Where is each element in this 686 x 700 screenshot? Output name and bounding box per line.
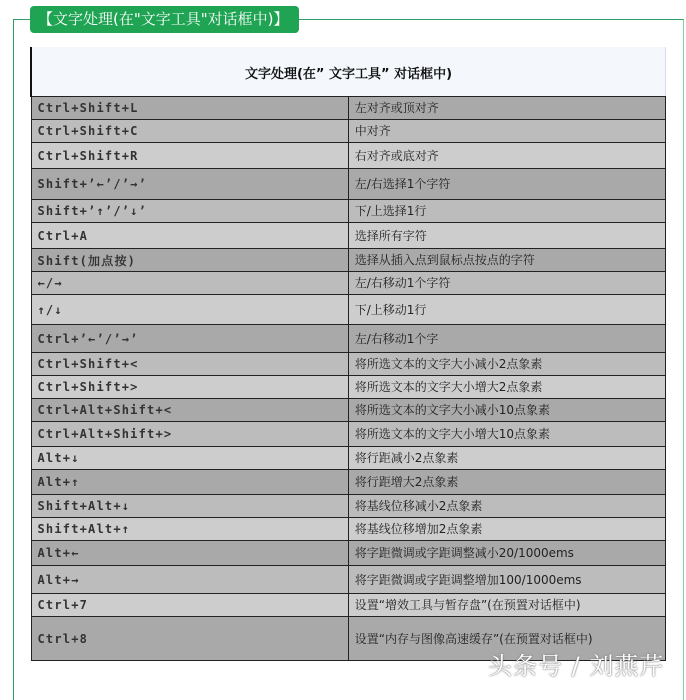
shortcut-description: 将基线位移增加2点象素 bbox=[348, 518, 665, 541]
table-body bbox=[31, 97, 666, 661]
shortcut-description: 设置“增效工具与暂存盘”(在预置对话框中) bbox=[348, 594, 665, 617]
table-row bbox=[31, 295, 666, 325]
shortcut-key: Shift(加点按) bbox=[31, 249, 348, 272]
shortcut-description: 将所选文本的文字大小减小10点象素 bbox=[348, 399, 665, 422]
shortcut-key: Shift+’↑’/’↓’ bbox=[31, 200, 348, 223]
shortcut-description: 将字距微调或字距调整增加100/1000ems bbox=[348, 566, 665, 594]
shortcut-key: Alt+← bbox=[31, 541, 348, 566]
shortcut-description: 选择从插入点到鼠标点按点的字符 bbox=[348, 249, 665, 272]
shortcut-description: 左/右移动1个字符 bbox=[348, 272, 665, 295]
table-row bbox=[31, 97, 666, 120]
shortcut-key: Ctrl+7 bbox=[31, 594, 348, 617]
table-row bbox=[31, 325, 666, 353]
shortcut-key: Ctrl+Shift+L bbox=[31, 97, 348, 120]
shortcut-description: 将所选文本的文字大小增大10点象素 bbox=[348, 422, 665, 447]
table-row bbox=[31, 447, 666, 470]
shortcut-key: Ctrl+Shift+< bbox=[31, 353, 348, 376]
table-row bbox=[31, 200, 666, 223]
shortcut-description: 左对齐或顶对齐 bbox=[348, 97, 665, 120]
table-row bbox=[31, 495, 666, 518]
shortcut-key: ↑/↓ bbox=[31, 295, 348, 325]
table-row bbox=[31, 518, 666, 541]
table-row bbox=[31, 143, 666, 169]
table-header: 文字处理(在” 文字工具” 对话框中) bbox=[31, 47, 666, 97]
table-row bbox=[31, 470, 666, 495]
section-title: 【文字处理(在"文字工具"对话框中)】 bbox=[30, 6, 299, 33]
table-row bbox=[31, 566, 666, 594]
shortcut-description: 选择所有字符 bbox=[348, 223, 665, 249]
shortcut-key: Ctrl+A bbox=[31, 223, 348, 249]
shortcut-key: Alt+↓ bbox=[31, 447, 348, 470]
shortcut-description: 设置“内存与图像高速缓存”(在预置对话框中) bbox=[348, 617, 665, 661]
table-row bbox=[31, 399, 666, 422]
shortcut-key: Shift+Alt+↑ bbox=[31, 518, 348, 541]
shortcut-key: Ctrl+Shift+C bbox=[31, 120, 348, 143]
shortcut-key: Ctrl+8 bbox=[31, 617, 348, 661]
shortcut-key: Shift+’←’/’→’ bbox=[31, 169, 348, 200]
shortcut-description: 将行距减小2点象素 bbox=[348, 447, 665, 470]
table-row bbox=[31, 594, 666, 617]
table-row bbox=[31, 169, 666, 200]
table-row bbox=[31, 223, 666, 249]
shortcut-description: 下/上移动1行 bbox=[348, 295, 665, 325]
shortcut-description: 左/右移动1个字 bbox=[348, 325, 665, 353]
shortcut-key: Ctrl+Alt+Shift+< bbox=[31, 399, 348, 422]
table-row bbox=[31, 249, 666, 272]
shortcut-key: Ctrl+Shift+> bbox=[31, 376, 348, 399]
shortcut-description: 左/右选择1个字符 bbox=[348, 169, 665, 200]
table-row bbox=[31, 541, 666, 566]
table-row bbox=[31, 272, 666, 295]
table-row bbox=[31, 120, 666, 143]
shortcut-table-container bbox=[30, 47, 666, 661]
shortcut-key: Ctrl+Alt+Shift+> bbox=[31, 422, 348, 447]
table-row bbox=[31, 422, 666, 447]
shortcut-table bbox=[30, 47, 666, 661]
shortcut-description: 右对齐或底对齐 bbox=[348, 143, 665, 169]
shortcut-description: 将基线位移减小2点象素 bbox=[348, 495, 665, 518]
shortcut-key: Ctrl+Shift+R bbox=[31, 143, 348, 169]
shortcut-description: 将所选文本的文字大小减小2点象素 bbox=[348, 353, 665, 376]
shortcut-key: Alt+→ bbox=[31, 566, 348, 594]
shortcut-key: Ctrl+’←’/’→’ bbox=[31, 325, 348, 353]
shortcut-description: 将字距微调或字距调整减小20/1000ems bbox=[348, 541, 665, 566]
shortcut-description: 将所选文本的文字大小增大2点象素 bbox=[348, 376, 665, 399]
table-row bbox=[31, 376, 666, 399]
shortcut-description: 下/上选择1行 bbox=[348, 200, 665, 223]
shortcut-description: 中对齐 bbox=[348, 120, 665, 143]
shortcut-key: Alt+↑ bbox=[31, 470, 348, 495]
table-row bbox=[31, 353, 666, 376]
shortcut-key: Shift+Alt+↓ bbox=[31, 495, 348, 518]
shortcut-key: ←/→ bbox=[31, 272, 348, 295]
shortcut-description: 将行距增大2点象素 bbox=[348, 470, 665, 495]
watermark: 头条号 / 刘燕芹 bbox=[488, 652, 665, 680]
